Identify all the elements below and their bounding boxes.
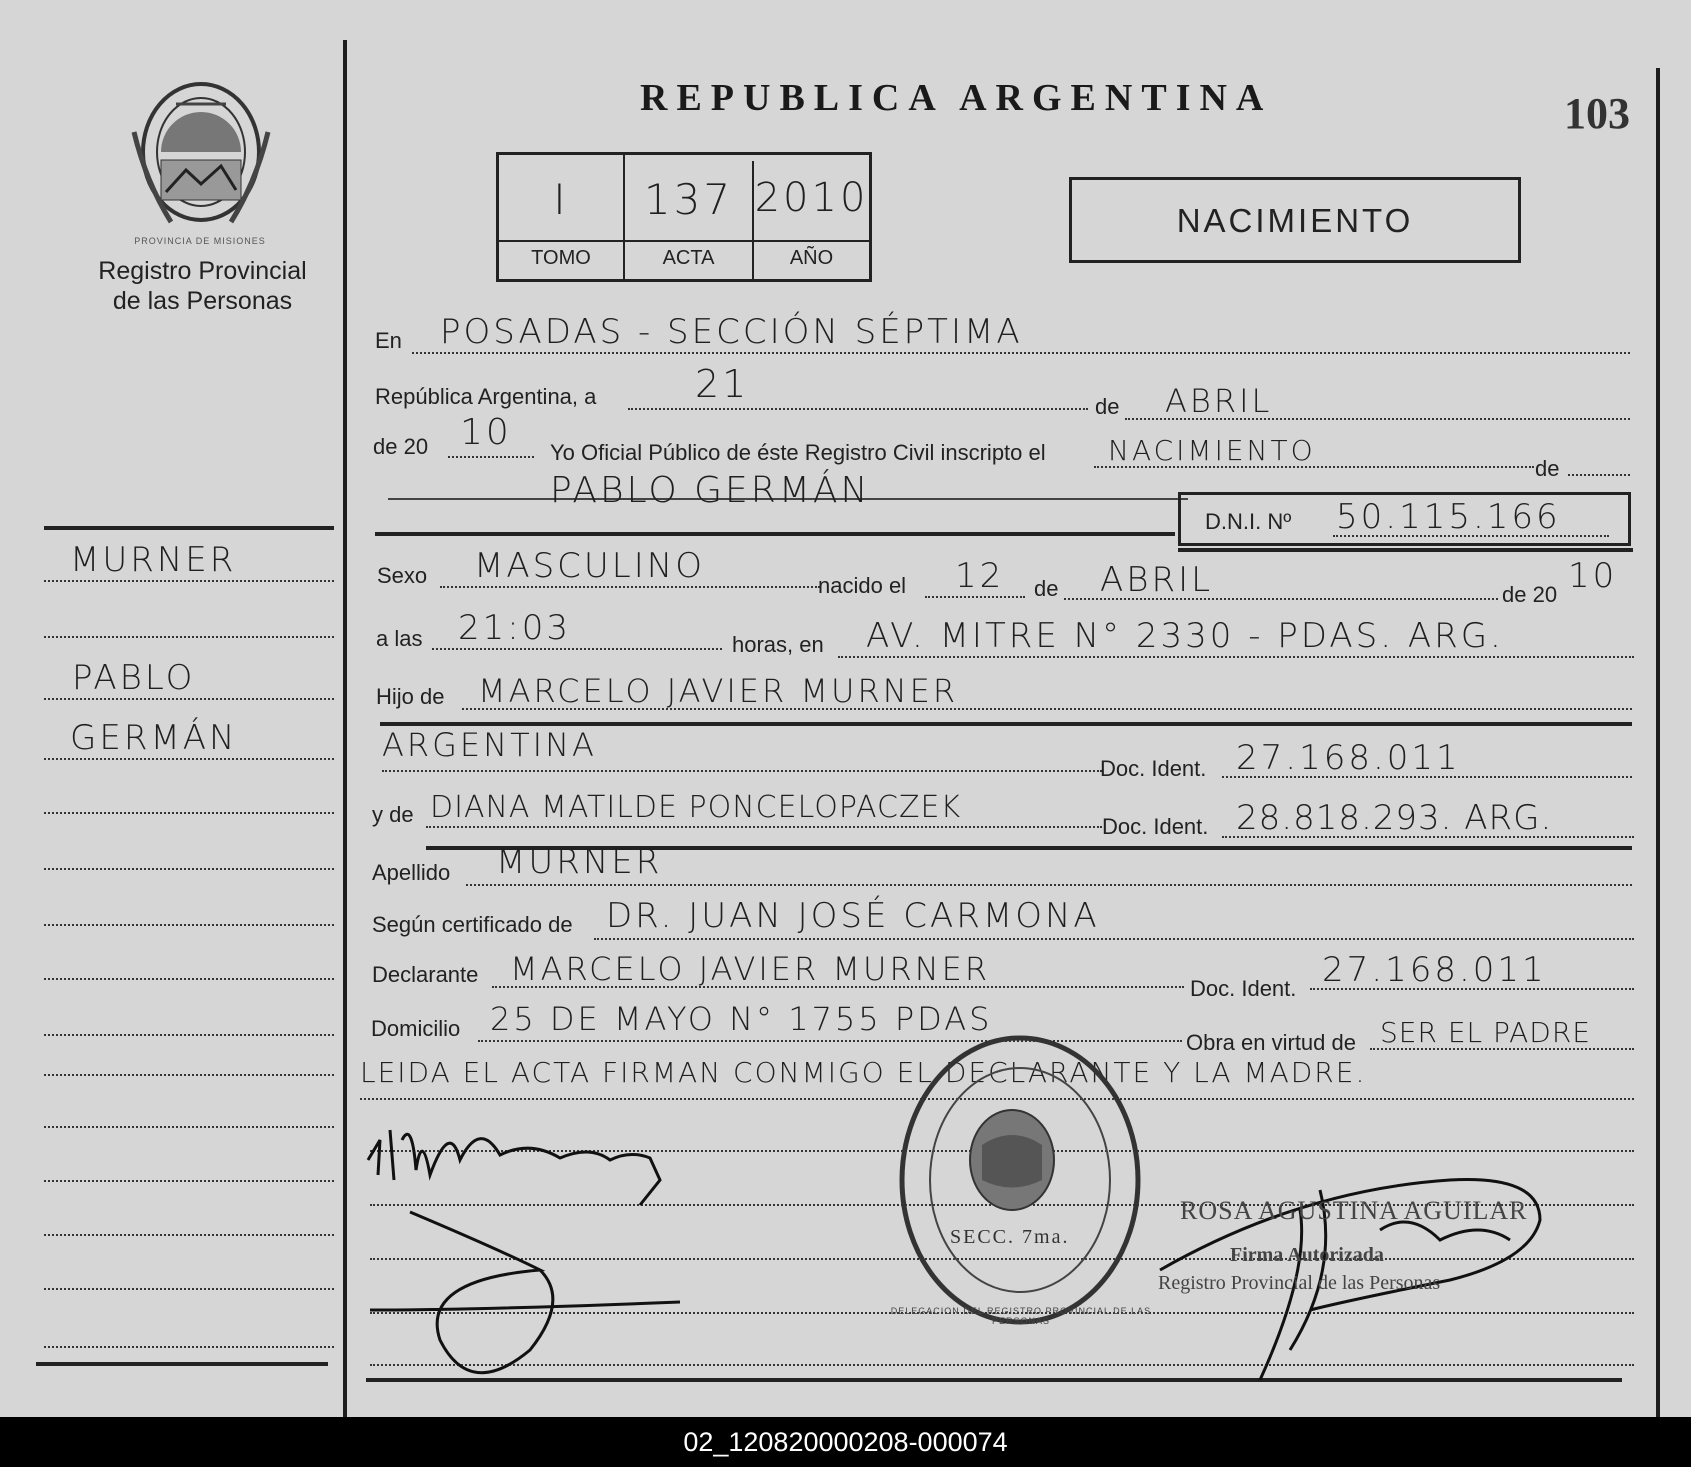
label-sexo: Sexo [377, 563, 428, 588]
coat-of-arms-seal [126, 72, 276, 232]
value-declarante-doc: 27.168.011 [1322, 950, 1547, 990]
officer-name: ROSA AGUSTINA AGUILAR [1180, 1196, 1528, 1225]
label-de-mes: de [1095, 394, 1120, 419]
registry-name-line1: Registro Provincial [98, 257, 307, 285]
label-obra-en-virtud: Obra en virtud de [1186, 1030, 1356, 1055]
acta-label: ACTA [662, 247, 715, 269]
value-mes: ABRIL [1165, 382, 1273, 420]
value-apellido: MURNER [496, 842, 663, 882]
dni-box [1178, 492, 1631, 546]
value-inscripcion-tipo: NACIMIENTO [1108, 434, 1316, 467]
value-domicilio: 25 DE MAYO N° 1755 PDAS [490, 1000, 993, 1038]
label-a-las: a las [376, 626, 423, 651]
record-box [496, 152, 872, 282]
value-padre-nacionalidad: ARGENTINA [382, 726, 597, 764]
value-dni: 50.115.166 [1336, 497, 1561, 537]
label-dni: D.N.I. Nº [1205, 509, 1292, 534]
value-certificado: DR. JUAN JOSÉ CARMONA [606, 896, 1100, 936]
value-sexo: MASCULINO [474, 546, 705, 586]
label-segun-certificado: Según certificado de [372, 912, 573, 937]
officer-title: Firma Autorizada [1230, 1244, 1384, 1266]
label-hijo-de: Hijo de [376, 684, 445, 709]
label-de-20-nacido: de 20 [1502, 582, 1558, 607]
value-nacido-anio-sufijo: 10 [1568, 556, 1618, 596]
label-apellido: Apellido [372, 860, 451, 885]
right-border-line [1656, 68, 1660, 1417]
document-type-box [1069, 177, 1521, 263]
country-title: REPUBLICA ARGENTINA [640, 77, 1273, 119]
label-nacido-el: nacido el [818, 573, 907, 598]
tomo-label: TOMO [531, 247, 591, 269]
label-doc-ident-madre: Doc. Ident. [1102, 814, 1209, 839]
file-id-footer: 02_120820000208-000074 [0, 1417, 1691, 1467]
value-nacido-mes: ABRIL [1100, 560, 1214, 600]
value-nacido-dia: 12 [955, 556, 1005, 596]
officer-org: Registro Provincial de las Personas [1158, 1272, 1441, 1294]
registry-name-line2: de las Personas [112, 287, 293, 315]
value-madre-doc: 28.818.293. ARG. [1236, 798, 1553, 838]
signature-declarante [360, 1100, 700, 1210]
value-lugar: POSADAS - SECCIÓN SÉPTIMA [440, 312, 1023, 352]
value-nombre: PABLO GERMÁN [550, 470, 871, 511]
label-republica-a: República Argentina, a [375, 384, 597, 409]
margin-given-name-1: PABLO [72, 658, 196, 698]
stamp-center-text: SECC. 7ma. [950, 1226, 1070, 1248]
value-hora: 21:03 [458, 608, 571, 648]
label-de-20: de 20 [373, 434, 429, 459]
value-padre-doc: 27.168.011 [1236, 738, 1461, 778]
label-en: En [375, 328, 402, 353]
value-anio-sufijo: 10 [460, 412, 512, 453]
label-doc-ident-declarante: Doc. Ident. [1190, 976, 1297, 1001]
value-declarante: MARCELO JAVIER MURNER [510, 950, 991, 988]
value-obra-en-virtud: SER EL PADRE [1380, 1016, 1591, 1049]
label-horas-en: horas, en [732, 632, 824, 657]
stamp-ring-text: DELEGACION DEL REGISTRO PROVINCIAL DE LAS PERSONAS [890, 1306, 1152, 1326]
value-madre: DIANA MATILDE PONCELOPACZEK [430, 790, 962, 825]
label-doc-ident-padre: Doc. Ident. [1100, 756, 1207, 781]
margin-surname: MURNER [70, 540, 237, 580]
label-de-nacido-mes: de [1034, 576, 1059, 601]
page-number: 103 [1564, 89, 1630, 138]
label-de-inscripto: de [1535, 456, 1560, 481]
value-dia: 21 [695, 362, 750, 406]
official-stamp [892, 1030, 1152, 1340]
label-y-de: y de [372, 802, 414, 827]
value-lugar-nacimiento: AV. MITRE N° 2330 - PDAS. ARG. [866, 616, 1504, 656]
seal-text: PROVINCIA DE MISIONES [134, 236, 266, 246]
value-padre: MARCELO JAVIER MURNER [478, 672, 959, 710]
value-leida: LEIDA EL ACTA FIRMAN CONMIGO EL DECLARANTE Y LA MADRE. [360, 1056, 1367, 1089]
label-domicilio: Domicilio [371, 1016, 461, 1041]
label-oficial: Yo Oficial Público de éste Registro Civil inscripto el [550, 440, 1046, 465]
margin-line [44, 580, 334, 582]
signature-madre [360, 1200, 720, 1390]
tomo-value: I [553, 175, 569, 224]
margin-given-name-2: GERMÁN [70, 718, 238, 758]
anio-label: AÑO [789, 247, 834, 269]
acta-value: 137 [643, 175, 734, 224]
left-column-divider [343, 40, 347, 1417]
label-declarante: Declarante [372, 962, 479, 987]
document-type: NACIMIENTO [1176, 202, 1414, 239]
anio-value: 2010 [754, 175, 869, 221]
